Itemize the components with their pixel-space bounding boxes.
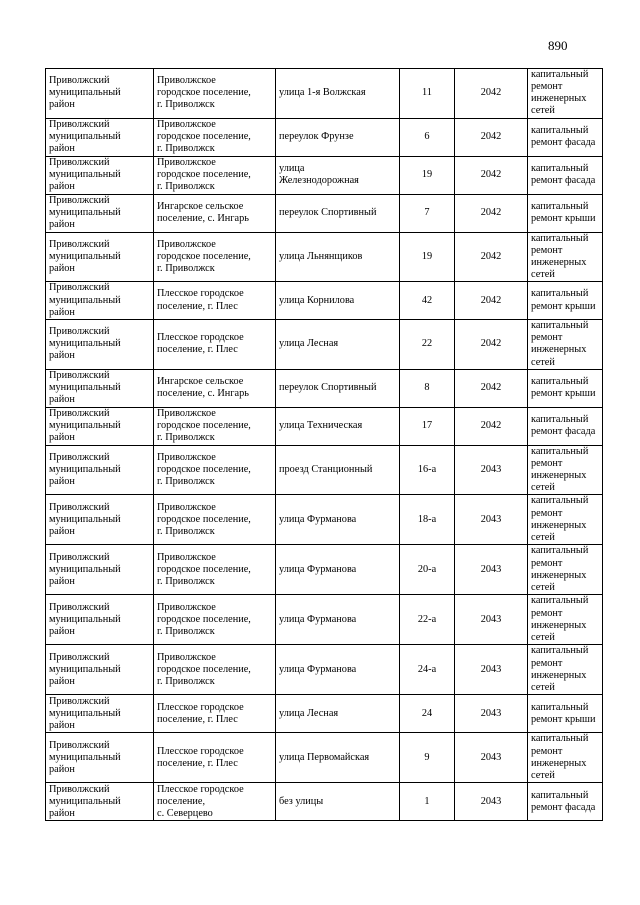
work-type-cell-text: капитальный ремонт крыши: [531, 200, 596, 225]
house-number-cell-text: 7: [424, 206, 430, 218]
table-body: [46, 69, 603, 821]
district-cell-text: Приволжский муниципальный район: [49, 369, 121, 406]
year-cell: [455, 407, 528, 445]
district-cell: [46, 733, 154, 783]
district-cell-text: Приволжский муниципальный район: [49, 551, 121, 587]
work-type-cell: [528, 783, 603, 821]
house-number-cell-text: 17: [421, 420, 433, 432]
work-type-cell-text: капитальный ремонт крыши: [531, 376, 596, 400]
street-cell-text: улица Железнодорожная: [279, 162, 359, 187]
street-cell: [276, 445, 400, 495]
street-cell: [276, 595, 400, 645]
work-type-cell-text: капитальный ремонт инженерных сетей: [531, 645, 589, 693]
settlement-cell: [154, 495, 276, 545]
settlement-cell-text: Плесское городское поселение, г. Плес: [157, 288, 244, 312]
district-cell-text: Приволжский муниципальный район: [49, 75, 121, 111]
settlement-cell: [154, 320, 276, 370]
district-cell-text: Приволжский муниципальный район: [49, 739, 121, 775]
table-row: [46, 783, 603, 821]
table-row: [46, 445, 603, 495]
year-cell: [455, 645, 528, 695]
house-number-cell-text: 22: [421, 338, 433, 350]
work-type-cell-text: капитальный ремонт инженерных сетей: [531, 733, 589, 781]
settlement-cell-text: Плесское городское поселение, г. Плес: [157, 745, 244, 769]
work-type-cell: [528, 320, 603, 370]
repair-schedule-table: [45, 68, 603, 821]
settlement-cell: [154, 645, 276, 695]
house-number-cell: [400, 495, 455, 545]
settlement-cell: [154, 232, 276, 282]
work-type-cell: [528, 282, 603, 320]
table-row: [46, 645, 603, 695]
work-type-cell-text: капитальный ремонт инженерных сетей: [531, 595, 589, 643]
work-type-cell: [528, 194, 603, 232]
settlement-cell-text: Приволжское городское поселение, г. Приволжск: [157, 156, 251, 193]
house-number-cell: [400, 69, 455, 119]
year-cell-text: 2042: [480, 420, 502, 432]
year-cell-text: 2042: [480, 130, 502, 142]
table-row: [46, 369, 603, 407]
page-number: 890: [548, 38, 568, 53]
house-number-cell: [400, 445, 455, 495]
street-cell-text: улица Лесная: [279, 338, 339, 350]
street-cell-text: переулок Спортивный: [279, 206, 377, 218]
work-type-cell-text: капитальный ремонт инженерных сетей: [531, 320, 589, 368]
district-cell-text: Приволжский муниципальный район: [49, 156, 121, 193]
house-number-cell-text: 24: [421, 707, 433, 719]
house-number-cell-text: 1: [424, 795, 430, 807]
house-number-cell: [400, 232, 455, 282]
year-cell: [455, 232, 528, 282]
year-cell: [455, 194, 528, 232]
settlement-cell-text: Приволжское городское поселение, г. Приволжск: [157, 407, 251, 444]
work-type-cell: [528, 369, 603, 407]
work-type-cell-text: капитальный ремонт инженерных сетей: [531, 445, 589, 494]
district-cell-text: Приволжский муниципальный район: [49, 194, 121, 231]
house-number-cell-text: 20-а: [417, 563, 437, 575]
year-cell: [455, 369, 528, 407]
work-type-cell-text: капитальный ремонт крыши: [531, 288, 596, 312]
settlement-cell: [154, 407, 276, 445]
table-row: [46, 320, 603, 370]
year-cell-text: 2043: [480, 513, 502, 525]
house-number-cell-text: 19: [421, 250, 433, 262]
district-cell: [46, 194, 154, 232]
work-type-cell-text: капитальный ремонт крыши: [531, 701, 596, 725]
year-cell: [455, 282, 528, 320]
settlement-cell: [154, 194, 276, 232]
district-cell: [46, 69, 154, 119]
table-row: [46, 232, 603, 282]
table-row: [46, 69, 603, 119]
street-cell-text: улица Фурманова: [279, 613, 357, 625]
district-cell-text: Приволжский муниципальный район: [49, 601, 121, 637]
work-type-cell: [528, 232, 603, 282]
year-cell-text: 2042: [480, 338, 502, 350]
street-cell-text: улица Фурманова: [279, 513, 357, 525]
house-number-cell: [400, 156, 455, 194]
street-cell-text: улица Фурманова: [279, 663, 357, 675]
settlement-cell-text: Ингарское сельское поселение, с. Ингарь: [157, 200, 249, 225]
street-cell: [276, 194, 400, 232]
district-cell-text: Приволжский муниципальный район: [49, 282, 121, 318]
house-number-cell: [400, 545, 455, 595]
year-cell-text: 2043: [480, 463, 502, 475]
work-type-cell: [528, 645, 603, 695]
house-number-cell: [400, 282, 455, 320]
work-type-cell: [528, 495, 603, 545]
house-number-cell: [400, 695, 455, 733]
year-cell-text: 2042: [480, 87, 502, 99]
street-cell-text: улица Первомайская: [279, 751, 370, 763]
district-cell-text: Приволжский муниципальный район: [49, 651, 121, 687]
district-cell: [46, 445, 154, 495]
settlement-cell: [154, 69, 276, 119]
district-cell: [46, 783, 154, 821]
table-row: [46, 695, 603, 733]
house-number-cell-text: 11: [422, 87, 432, 99]
year-cell: [455, 595, 528, 645]
work-type-cell: [528, 69, 603, 119]
work-type-cell-text: капитальный ремонт фасада: [531, 162, 596, 187]
street-cell: [276, 545, 400, 595]
settlement-cell-text: Приволжское городское поселение, г. Приволжск: [157, 601, 251, 637]
year-cell: [455, 545, 528, 595]
street-cell: [276, 407, 400, 445]
settlement-cell: [154, 282, 276, 320]
house-number-cell-text: 19: [421, 168, 433, 180]
work-type-cell: [528, 445, 603, 495]
table-row: [46, 733, 603, 783]
district-cell: [46, 156, 154, 194]
house-number-cell: [400, 783, 455, 821]
work-type-cell-text: капитальный ремонт инженерных сетей: [531, 69, 589, 117]
settlement-cell: [154, 595, 276, 645]
district-cell: [46, 695, 154, 733]
settlement-cell-text: Приволжское городское поселение, г. Приволжск: [157, 551, 251, 587]
year-cell-text: 2042: [480, 250, 502, 262]
house-number-cell-text: 16-а: [417, 463, 437, 475]
table-row: [46, 595, 603, 645]
house-number-cell: [400, 320, 455, 370]
street-cell-text: улица Лесная: [279, 707, 339, 719]
street-cell-text: улица Льнянщиков: [279, 250, 363, 262]
work-type-cell-text: капитальный ремонт фасада: [531, 414, 596, 438]
work-type-cell-text: капитальный ремонт фасада: [531, 124, 596, 149]
year-cell: [455, 320, 528, 370]
work-type-cell-text: капитальный ремонт инженерных сетей: [531, 232, 589, 280]
district-cell-text: Приволжский муниципальный район: [49, 451, 121, 488]
year-cell-text: 2042: [480, 294, 502, 306]
street-cell-text: без улицы: [279, 795, 324, 807]
year-cell: [455, 69, 528, 119]
settlement-cell-text: Плесское городское поселение, г. Плес: [157, 332, 244, 356]
table-row: [46, 545, 603, 595]
settlement-cell-text: Приволжское городское поселение, г. Приволжск: [157, 118, 251, 155]
house-number-cell: [400, 194, 455, 232]
street-cell: [276, 733, 400, 783]
district-cell: [46, 232, 154, 282]
year-cell: [455, 695, 528, 733]
settlement-cell-text: Плесское городское поселение, с. Северцево: [157, 783, 244, 819]
street-cell-text: улица Корнилова: [279, 294, 355, 306]
work-type-cell: [528, 118, 603, 156]
settlement-cell-text: Плесское городское поселение, г. Плес: [157, 701, 244, 725]
year-cell-text: 2043: [480, 707, 502, 719]
street-cell-text: проезд Станционный: [279, 463, 373, 475]
house-number-cell: [400, 407, 455, 445]
year-cell-text: 2042: [480, 206, 502, 218]
settlement-cell-text: Приволжское городское поселение, г. Приволжск: [157, 75, 251, 111]
work-type-cell: [528, 545, 603, 595]
year-cell: [455, 495, 528, 545]
street-cell: [276, 232, 400, 282]
house-number-cell-text: 24-а: [417, 663, 437, 675]
settlement-cell: [154, 545, 276, 595]
year-cell-text: 2043: [480, 663, 502, 675]
year-cell-text: 2043: [480, 795, 502, 807]
year-cell-text: 2043: [480, 613, 502, 625]
table-row: [46, 194, 603, 232]
district-cell: [46, 407, 154, 445]
work-type-cell: [528, 695, 603, 733]
house-number-cell-text: 9: [424, 751, 430, 763]
table-row: [46, 495, 603, 545]
district-cell: [46, 595, 154, 645]
year-cell: [455, 118, 528, 156]
district-cell-text: Приволжский муниципальный район: [49, 238, 121, 274]
year-cell-text: 2043: [480, 563, 502, 575]
district-cell-text: Приволжский муниципальный район: [49, 501, 121, 537]
work-type-cell-text: капитальный ремонт инженерных сетей: [531, 545, 589, 593]
settlement-cell: [154, 695, 276, 733]
street-cell-text: переулок Фрунзе: [279, 130, 354, 142]
year-cell: [455, 156, 528, 194]
district-cell: [46, 645, 154, 695]
street-cell: [276, 495, 400, 545]
street-cell: [276, 118, 400, 156]
street-cell: [276, 695, 400, 733]
district-cell-text: Приволжский муниципальный район: [49, 695, 121, 731]
settlement-cell: [154, 118, 276, 156]
district-cell: [46, 320, 154, 370]
table-row: [46, 407, 603, 445]
settlement-cell-text: Ингарское сельское поселение, с. Ингарь: [157, 376, 249, 400]
work-type-cell: [528, 595, 603, 645]
work-type-cell-text: капитальный ремонт инженерных сетей: [531, 495, 589, 543]
settlement-cell-text: Приволжское городское поселение, г. Приволжск: [157, 238, 251, 274]
house-number-cell: [400, 369, 455, 407]
year-cell-text: 2042: [480, 382, 502, 394]
year-cell-text: 2042: [480, 168, 502, 180]
street-cell: [276, 369, 400, 407]
table-row: [46, 156, 603, 194]
settlement-cell: [154, 156, 276, 194]
settlement-cell-text: Приволжское городское поселение, г. Приволжск: [157, 501, 251, 537]
table-row: [46, 282, 603, 320]
settlement-cell: [154, 783, 276, 821]
district-cell-text: Приволжский муниципальный район: [49, 326, 121, 362]
street-cell: [276, 282, 400, 320]
street-cell-text: переулок Спортивный: [279, 382, 377, 394]
year-cell: [455, 445, 528, 495]
district-cell-text: Приволжский муниципальный район: [49, 118, 121, 155]
street-cell: [276, 783, 400, 821]
settlement-cell-text: Приволжское городское поселение, г. Приволжск: [157, 451, 251, 488]
street-cell: [276, 645, 400, 695]
street-cell: [276, 156, 400, 194]
house-number-cell-text: 22-а: [417, 613, 437, 625]
district-cell: [46, 118, 154, 156]
year-cell-text: 2043: [480, 751, 502, 763]
district-cell: [46, 282, 154, 320]
house-number-cell: [400, 645, 455, 695]
work-type-cell: [528, 407, 603, 445]
house-number-cell-text: 8: [424, 382, 430, 394]
street-cell: [276, 320, 400, 370]
street-cell-text: улица Техническая: [279, 420, 363, 432]
house-number-cell: [400, 733, 455, 783]
settlement-cell: [154, 369, 276, 407]
house-number-cell-text: 42: [421, 294, 433, 306]
district-cell-text: Приволжский муниципальный район: [49, 783, 121, 819]
street-cell-text: улица Фурманова: [279, 563, 357, 575]
work-type-cell: [528, 156, 603, 194]
house-number-cell-text: 6: [424, 130, 430, 142]
district-cell: [46, 369, 154, 407]
settlement-cell: [154, 733, 276, 783]
street-cell: [276, 69, 400, 119]
street-cell-text: улица 1-я Волжская: [279, 87, 366, 99]
work-type-cell: [528, 733, 603, 783]
house-number-cell: [400, 595, 455, 645]
work-type-cell-text: капитальный ремонт фасада: [531, 789, 596, 813]
district-cell: [46, 545, 154, 595]
district-cell-text: Приволжский муниципальный район: [49, 407, 121, 444]
house-number-cell: [400, 118, 455, 156]
year-cell: [455, 733, 528, 783]
district-cell: [46, 495, 154, 545]
settlement-cell-text: Приволжское городское поселение, г. Приволжск: [157, 651, 251, 687]
house-number-cell-text: 18-а: [417, 513, 437, 525]
year-cell: [455, 783, 528, 821]
settlement-cell: [154, 445, 276, 495]
table-row: [46, 118, 603, 156]
